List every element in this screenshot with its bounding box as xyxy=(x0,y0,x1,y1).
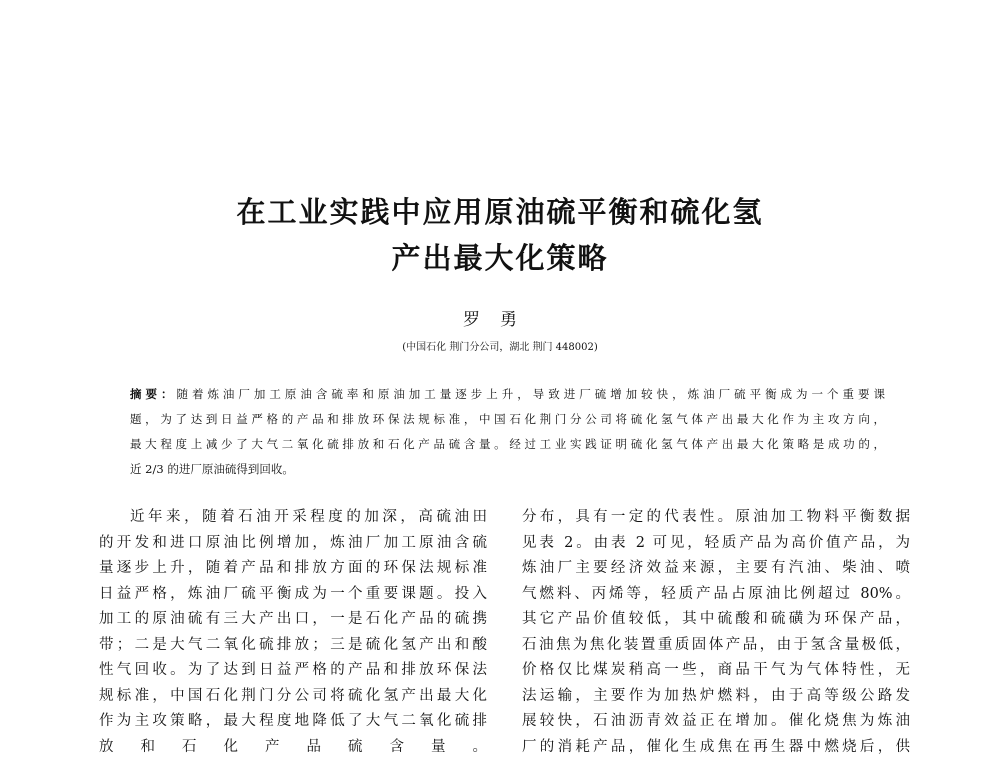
paper-title-line-1: 在工业实践中应用原油硫平衡和硫化氢 xyxy=(236,195,764,229)
body-text-line: 的开发和进口原油比例增加，炼油厂加工原油含硫 xyxy=(99,534,487,551)
body-text-line: 厂的消耗产品，催化生成焦在再生器中燃烧后，供 xyxy=(522,738,910,755)
abstract-line: 最大程度上减少了大气二氧化硫排放和石化产品硫含量。经过工业实践证明硫化氢气体产出最大化策略是成功的， xyxy=(130,437,885,451)
paper-title-line-2: 产出最大化策略 xyxy=(391,241,609,275)
body-text-line: 性气回收。为了达到日益严格的产品和排放环保法 xyxy=(99,662,487,678)
body-text-line: 加工的原油硫有三大产出口，一是石化产品的硫携 xyxy=(99,611,487,627)
body-text-line: 展较快，石油沥青效益正在增加。催化烧焦为炼油 xyxy=(522,713,910,729)
body-text-line: 近年来，随着石油开采程度的加深，高硫油田 xyxy=(130,509,487,525)
author-name: 罗勇 xyxy=(463,310,537,330)
author-affiliation: (中国石化 荆门分公司，湖北 荆门 448002) xyxy=(402,342,598,353)
body-text-line: 其它产品价值较低，其中硫酸和硫磺为环保产品， xyxy=(522,611,910,627)
body-text-line: 放和石化产品硫含量。 xyxy=(99,738,487,755)
body-text-line: 价格仅比煤炭稍高一些，商品干气为气体特性，无 xyxy=(522,662,910,678)
abstract-line: 摘要：随着炼油厂加工原油含硫率和原油加工量逐步上升，导致进厂硫增加较快，炼油厂硫平衡成为一个重要课 xyxy=(130,387,885,401)
body-text-line: 规标准，中国石化荆门分公司将硫化氢产出最大化 xyxy=(99,687,487,704)
body-text-line: 量逐步上升，随着产品和排放方面的环保法规标准 xyxy=(99,560,487,576)
body-text-line: 日益严格，炼油厂硫平衡成为一个重要课题。投入 xyxy=(99,585,487,602)
body-left-column xyxy=(99,505,487,760)
abstract-line: 近 2/3 的进厂原油硫得到回收。 xyxy=(130,462,294,476)
body-text-line: 炼油厂主要经济效益来源，主要有汽油、柴油、喷 xyxy=(522,560,910,576)
body-right-column xyxy=(522,505,910,760)
abstract-line: 题，为了达到日益严格的产品和排放环保法规标准，中国石化荆门分公司将硫化氢气体产出最大化作为主攻方向， xyxy=(130,412,885,426)
body-text-line: 带；二是大气二氧化硫排放；三是硫化氢产出和酸 xyxy=(99,636,487,653)
body-text-line: 见表 2。由表 2 可见，轻质产品为高价值产品，为 xyxy=(522,534,910,551)
body-text-line: 分布，具有一定的代表性。原油加工物料平衡数据 xyxy=(522,509,910,525)
body-text-line: 作为主攻策略，最大程度地降低了大气二氧化硫排 xyxy=(99,713,487,729)
abstract-label: 摘要： xyxy=(130,387,177,401)
abstract xyxy=(130,382,885,482)
body-text-line: 法运输，主要作为加热炉燃料，由于高等级公路发 xyxy=(522,687,910,704)
body-text-line: 石油焦为焦化装置重质固体产品，由于氢含量极低， xyxy=(522,636,910,653)
body-text-line: 气燃料、丙烯等，轻质产品占原油比例超过 80%。 xyxy=(522,585,910,602)
